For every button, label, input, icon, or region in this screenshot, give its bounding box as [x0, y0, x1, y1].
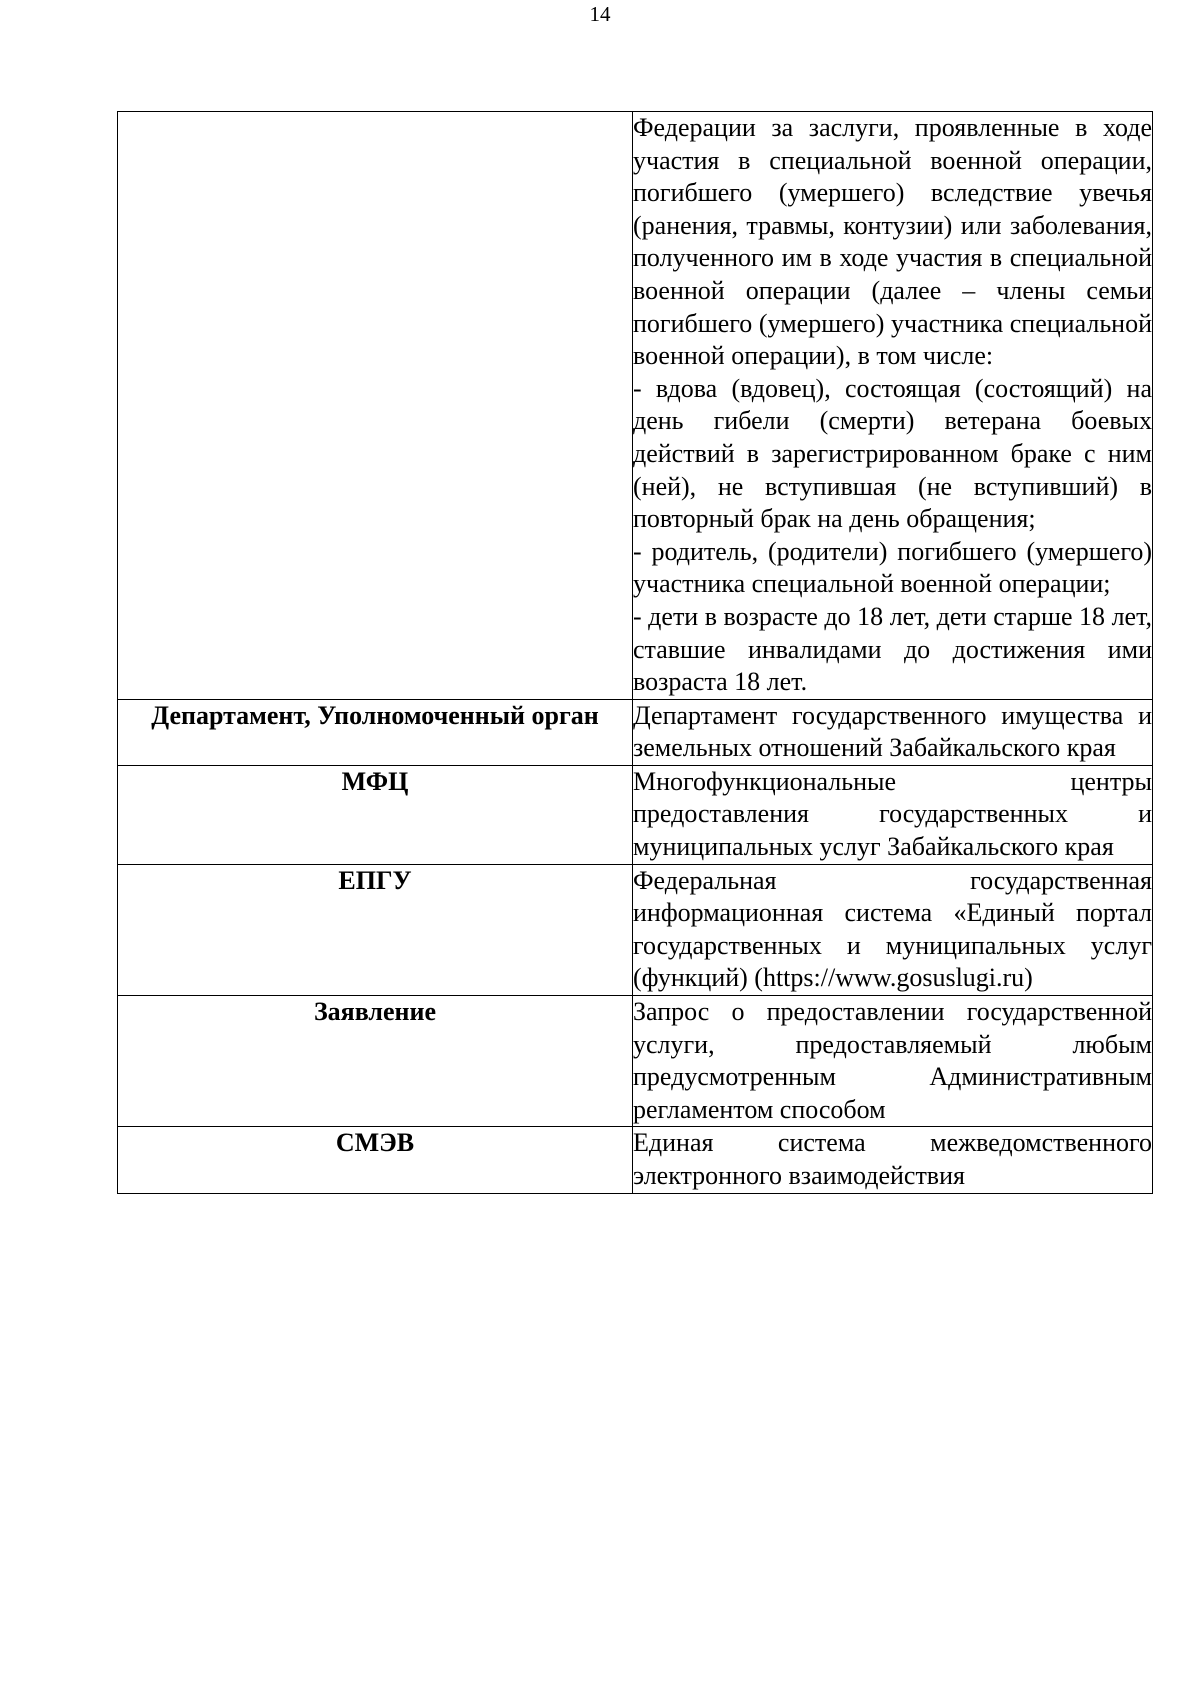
term-cell: Департамент, Уполномоченный орган — [118, 699, 633, 765]
table-row — [118, 112, 1153, 700]
table-row — [118, 1127, 1153, 1193]
definition-cell — [633, 112, 1153, 700]
definition-paragraph: - дети в возрасте до 18 лет, дети старше 18 лет, ставшие инвалидами до достижения ими возраста 18 лет. — [633, 601, 1152, 697]
term-cell: Заявление — [118, 996, 633, 1127]
definition-paragraph: Департамент государственного имущества и земельных отношений Забайкальского края — [633, 700, 1152, 763]
definition-paragraph: Федеральная государственная информационная система «Единый портал государственных и муниципальных услуг (функций) (https://www.gosuslugi.ru) — [633, 865, 1152, 993]
table-row — [118, 765, 1153, 864]
definition-paragraph: - родитель, (родители) погибшего (умершего) участника специальной военной операции; — [633, 536, 1152, 599]
term-cell: МФЦ — [118, 765, 633, 864]
term-cell — [118, 112, 633, 700]
definition-cell — [633, 996, 1153, 1127]
definition-cell — [633, 1127, 1153, 1193]
term-cell: ЕПГУ — [118, 864, 633, 995]
definition-paragraph: Федерации за заслуги, проявленные в ходе участия в специальной военной операции, погибшего (умершего) вследствие увечья (ранения, травмы, контузии) или заболевания, полученного им в ходе участия в специальной военной операции (далее – члены семьи погибшего (умершего) участника специальной военной операции), в том числе: — [633, 113, 1152, 371]
definition-cell — [633, 864, 1153, 995]
term-cell: СМЭВ — [118, 1127, 633, 1193]
table-row — [118, 864, 1153, 995]
page-number: 14 — [589, 2, 611, 26]
table-row — [118, 996, 1153, 1127]
definition-paragraph: Запрос о предоставлении государственной услуги, предоставляемый любым предусмотренным Административным регламентом способом — [633, 997, 1152, 1124]
definition-cell — [633, 699, 1153, 765]
definition-cell — [633, 765, 1153, 864]
definition-paragraph: Многофункциональные центры предоставления государственных и муниципальных услуг Забайкальского края — [633, 766, 1152, 862]
terms-table — [117, 111, 1153, 1194]
definition-paragraph: Единая система межведомственного электронного взаимодействия — [633, 1128, 1152, 1190]
definition-paragraph: - вдова (вдовец), состоящая (состоящий) на день гибели (смерти) ветерана боевых действий в зарегистрированном браке с ним (ней), не вступившая (не вступивший) в повторный брак на день обращения; — [633, 373, 1152, 534]
table-row — [118, 699, 1153, 765]
